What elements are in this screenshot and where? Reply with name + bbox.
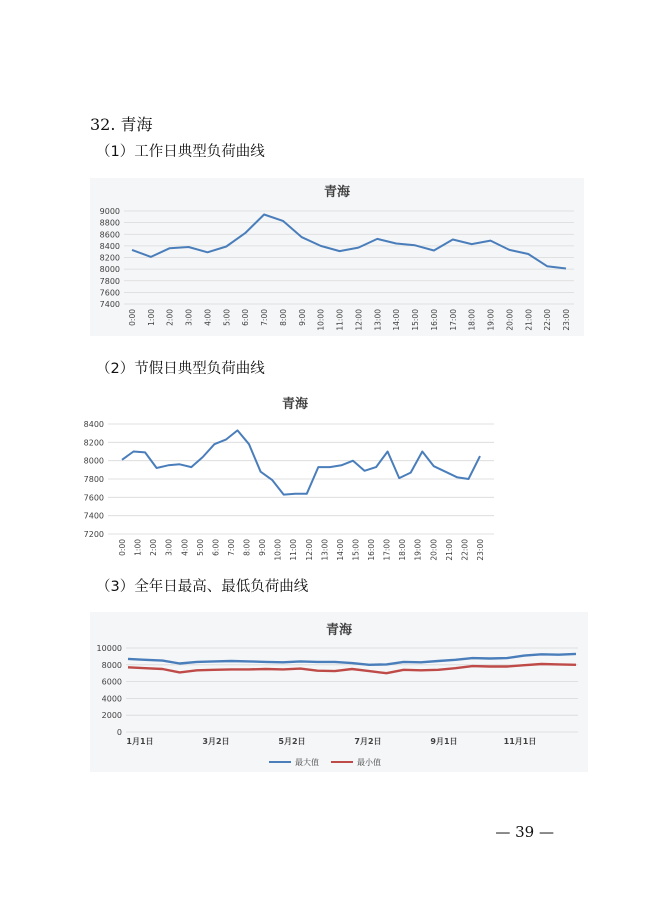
y-tick-label: 8400 [99, 241, 120, 251]
x-tick-label: 5:00 [195, 539, 205, 556]
x-tick-label: 12:00 [354, 309, 364, 331]
x-tick-label: 11:00 [289, 539, 299, 561]
subtitle-annual: （3）全年日最高、最低负荷曲线 [96, 579, 309, 595]
x-tick-label: 3:00 [184, 309, 194, 326]
x-tick-label: 14:00 [335, 539, 345, 561]
y-tick-label: 7600 [83, 493, 104, 503]
x-tick-label: 23:00 [476, 539, 485, 561]
x-tick-label: 18:00 [398, 539, 408, 561]
x-tick-label: 10:00 [316, 309, 326, 331]
chart-workday [90, 178, 584, 336]
x-tick-label: 17:00 [448, 309, 458, 331]
x-tick-label: 15:00 [351, 539, 361, 561]
x-tick-label: 19:00 [413, 539, 423, 561]
section-title: 32. 青海 [90, 115, 153, 134]
y-tick-label: 8000 [101, 660, 122, 670]
x-tick-label: 0:00 [118, 539, 127, 556]
y-tick-label: 6000 [101, 677, 122, 687]
x-tick-label: 10:00 [273, 539, 283, 561]
y-tick-label: 8400 [83, 420, 104, 429]
legend-label: 最小值 [357, 758, 381, 767]
y-tick-label: 7400 [83, 511, 104, 521]
x-tick-label: 6:00 [211, 539, 221, 556]
x-tick-label: 9月1日 [430, 737, 458, 746]
y-tick-label: 7400 [99, 300, 120, 309]
x-tick-label: 5月2日 [278, 737, 306, 746]
x-tick-label: 8:00 [242, 539, 252, 556]
y-tick-label: 4000 [101, 694, 122, 704]
x-tick-label: 16:00 [429, 309, 439, 331]
x-tick-label: 7:00 [226, 539, 236, 556]
x-tick-label: 11:00 [335, 309, 345, 331]
x-tick-label: 1月1日 [126, 737, 154, 746]
chart-title: 青海 [281, 397, 309, 412]
y-tick-label: 8200 [83, 438, 104, 448]
x-tick-label: 1:00 [146, 309, 156, 326]
y-tick-label: 8000 [83, 456, 104, 466]
x-tick-label: 23:00 [562, 309, 571, 331]
x-tick-label: 7月2日 [354, 737, 382, 746]
y-tick-label: 2000 [101, 711, 122, 721]
series-line-0 [122, 430, 480, 494]
y-tick-label: 0 [116, 728, 122, 737]
page-number: — 39 — [495, 823, 554, 841]
x-tick-label: 4:00 [180, 539, 190, 556]
subtitle-workday: （1）工作日典型负荷曲线 [96, 144, 265, 160]
y-tick-label: 8800 [99, 218, 120, 228]
x-tick-label: 12:00 [304, 539, 314, 561]
x-tick-label: 18:00 [467, 309, 477, 331]
x-tick-label: 4:00 [203, 309, 213, 326]
x-tick-label: 3月2日 [202, 737, 230, 746]
x-tick-label: 9:00 [258, 539, 268, 556]
x-tick-label: 17:00 [382, 539, 392, 561]
x-tick-label: 3:00 [164, 539, 174, 556]
x-tick-label: 19:00 [486, 309, 496, 331]
chart-annual [90, 612, 588, 772]
x-tick-label: 20:00 [429, 539, 439, 561]
x-tick-label: 20:00 [505, 309, 515, 331]
y-tick-label: 7200 [83, 530, 104, 539]
x-tick-label: 7:00 [260, 309, 270, 326]
y-tick-label: 8200 [99, 253, 120, 263]
x-tick-label: 1:00 [133, 539, 143, 556]
y-tick-label: 9000 [99, 207, 120, 216]
x-tick-label: 8:00 [278, 309, 288, 326]
y-tick-label: 7600 [99, 288, 120, 298]
x-tick-label: 11月1日 [503, 737, 537, 746]
y-tick-label: 7800 [99, 276, 120, 286]
x-tick-label: 6:00 [241, 309, 251, 326]
x-tick-label: 9:00 [297, 309, 307, 326]
y-tick-label: 10000 [96, 644, 122, 653]
y-tick-label: 8000 [99, 265, 120, 275]
x-tick-label: 2:00 [149, 539, 159, 556]
y-tick-label: 7800 [83, 475, 104, 484]
x-tick-label: 13:00 [373, 309, 383, 331]
subtitle-holiday: （2）节假日典型负荷曲线 [96, 361, 265, 377]
chart-title: 青海 [325, 623, 353, 638]
x-tick-label: 22:00 [460, 539, 470, 561]
legend-label: 最大值 [295, 758, 319, 767]
chart-title: 青海 [323, 185, 351, 200]
x-tick-label: 15:00 [411, 309, 421, 331]
x-tick-label: 0:00 [128, 309, 137, 326]
x-tick-label: 2:00 [165, 309, 175, 326]
chart-workday-svg [90, 178, 584, 336]
chart-holiday [83, 390, 500, 561]
x-tick-label: 13:00 [320, 539, 330, 561]
chart-holiday-svg [83, 390, 500, 561]
x-tick-label: 16:00 [367, 539, 377, 561]
y-tick-label: 8600 [99, 230, 120, 240]
x-tick-label: 14:00 [392, 309, 402, 331]
chart-annual-svg [90, 612, 588, 772]
x-tick-label: 21:00 [524, 309, 534, 331]
x-tick-label: 22:00 [543, 309, 553, 331]
x-tick-label: 5:00 [222, 309, 232, 326]
x-tick-label: 21:00 [444, 539, 454, 561]
